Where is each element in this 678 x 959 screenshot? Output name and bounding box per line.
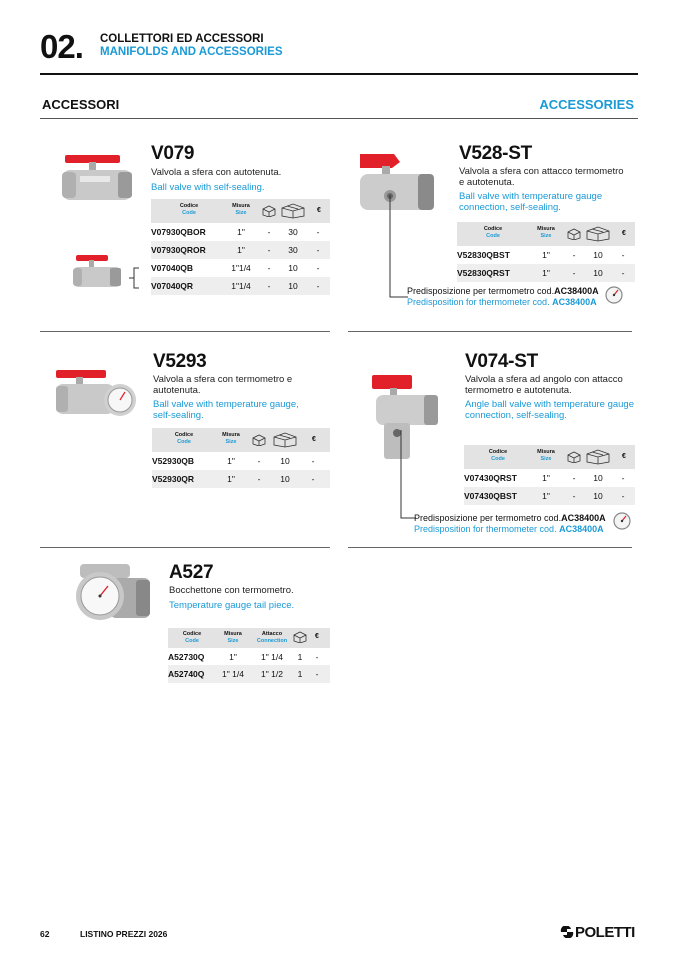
col-code: Codice Code [483, 226, 503, 239]
v528-desc-it-2: e autotenuta. [459, 177, 515, 188]
box-icon [567, 228, 581, 240]
v079-title: V079 [151, 143, 195, 164]
a527-desc-it: Bocchettone con termometro. [169, 585, 294, 596]
pack-icon [281, 203, 305, 219]
v5293-desc-en-2: self-sealing. [153, 410, 204, 421]
chapter-number: 02. [40, 28, 83, 65]
a527-product-image [70, 560, 154, 622]
col-code: Codice Code [488, 449, 508, 462]
col-size: Misura Size [222, 432, 240, 445]
col-price: € [315, 633, 319, 640]
v5293-table [152, 428, 330, 488]
v528-desc-en-1: Ball valve with temperature gauge [459, 191, 603, 202]
brand-logo [560, 924, 635, 941]
v528-title: V528-ST [459, 143, 532, 164]
table-header [457, 222, 635, 246]
v074-note-it: Predisposizione per termometro cod.AC38400A [414, 513, 606, 523]
box-icon [567, 451, 581, 463]
v074-table [464, 445, 635, 505]
v5293-desc-it-1: Valvola a sfera con termometro e [153, 374, 293, 385]
box-icon [293, 631, 307, 643]
v528-note-it: Predisposizione per termometro cod.AC38400A [407, 286, 599, 296]
thermometer-icon [604, 285, 624, 305]
v5293-desc-it-2: autotenuta. [153, 385, 201, 396]
table-row: V52830QRST 1" - 10 - [457, 264, 635, 282]
v528-table [457, 222, 635, 282]
section-rule [40, 118, 638, 119]
table-header [152, 428, 330, 452]
page-number: 62 [40, 929, 50, 939]
v079-product-image [60, 150, 140, 208]
col-price: € [312, 436, 316, 443]
col-code: Codice Code [179, 203, 199, 216]
table-row: V07040QB 1"1/4 - 10 - [151, 263, 320, 273]
divider [40, 331, 330, 332]
col-size: Misura Size [224, 631, 242, 644]
v074-desc-it-1: Valvola a sfera ad angolo con attacco [465, 374, 623, 385]
col-code: Codice Code [182, 631, 202, 644]
a527-table [168, 628, 330, 682]
col-size: Misura Size [232, 203, 250, 216]
v079-bracket [128, 262, 140, 292]
table-row: V07430QRST 1" - 10 - [464, 473, 625, 483]
col-size: Misura Size [537, 226, 555, 239]
header-rule [40, 73, 638, 75]
v079-desc-it: Valvola a sfera con autotenuta. [151, 167, 282, 178]
table-row: V07930QBOR 1" - 30 - [151, 227, 320, 237]
v079-desc-en: Ball valve with self-sealing. [151, 182, 265, 193]
pack-icon [586, 449, 610, 465]
table-row: V52930QB 1" - 10 - [152, 456, 315, 466]
v074-note-en: Predisposition for thermometer cod. AC38400A [414, 524, 604, 534]
table-row: A52740Q 1" 1/4 1" 1/2 1 - [168, 665, 330, 683]
col-code: Codice Code [174, 432, 194, 445]
pack-icon [586, 226, 610, 242]
divider [40, 547, 330, 548]
section-title-en: ACCESSORIES [539, 97, 634, 112]
v074-title: V074-ST [465, 351, 538, 372]
v079-small-image [70, 253, 125, 293]
v528-desc-it-1: Valvola a sfera con attacco termometro [459, 166, 624, 177]
v528-note-en: Predisposition for thermometer cod. AC38400A [407, 297, 597, 307]
v079-table [151, 199, 330, 295]
table-header [168, 628, 330, 648]
table-row: V07930QROR 1" - 30 - [151, 241, 330, 259]
v074-desc-en-1: Angle ball valve with temperature gauge [465, 399, 634, 410]
v074-leader-line [398, 430, 418, 525]
col-price: € [622, 453, 626, 460]
table-row: V07040QR 1"1/4 - 10 - [151, 277, 330, 295]
table-row: V52830QBST 1" - 10 - [457, 250, 625, 260]
thermometer-icon [612, 511, 632, 531]
v074-desc-it-2: termometro e autotenuta. [465, 385, 572, 396]
col-price: € [317, 207, 321, 214]
col-size: Misura Size [537, 449, 555, 462]
table-header [464, 445, 635, 469]
brand-name: POLETTI [575, 924, 635, 941]
table-row: A52730Q 1" 1" 1/4 1 - [168, 652, 319, 662]
table-row: V07430QBST 1" - 10 - [464, 487, 635, 505]
v074-desc-en-2: connection, self-sealing. [465, 410, 567, 421]
divider [348, 331, 632, 332]
box-icon [252, 434, 266, 446]
divider [348, 547, 632, 548]
a527-desc-en: Temperature gauge tail piece. [169, 600, 295, 611]
v5293-desc-en-1: Ball valve with temperature gauge, [153, 399, 299, 410]
table-row: V52930QR 1" - 10 - [152, 470, 330, 488]
poletti-logo-icon [560, 926, 574, 938]
v5293-product-image [54, 368, 140, 420]
col-price: € [622, 230, 626, 237]
chapter-title-en: MANIFOLDS AND ACCESSORIES [100, 46, 283, 58]
footer-title: LISTINO PREZZI 2026 [80, 929, 168, 939]
box-icon [262, 205, 276, 217]
section-title-it: ACCESSORI [42, 97, 120, 112]
chapter-title-it: COLLETTORI ED ACCESSORI [100, 33, 264, 45]
v5293-title: V5293 [153, 351, 207, 372]
table-header [151, 199, 330, 223]
a527-title: A527 [169, 562, 214, 583]
pack-icon [273, 432, 297, 448]
v528-desc-en-2: connection, self-sealing. [459, 202, 561, 213]
col-connection: Attacco Connection [256, 631, 288, 644]
